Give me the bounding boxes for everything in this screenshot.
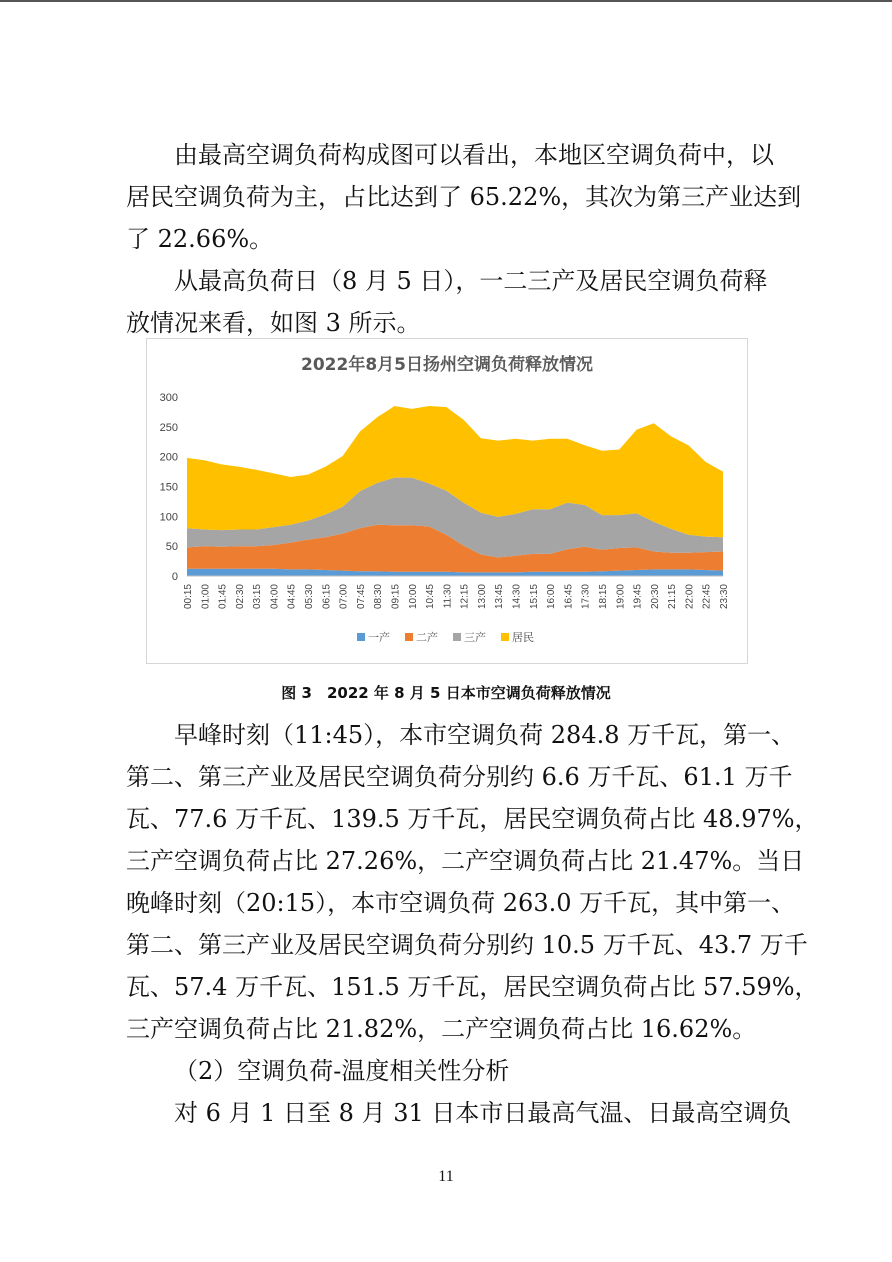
y-tick-label: 250 — [159, 421, 178, 434]
chart-svg — [147, 339, 747, 663]
y-tick-label: 0 — [171, 571, 178, 583]
paragraph-3-line-6: 第二、第三产业及居民空调负荷分别约 10.5 万千瓦、43.7 万千 — [126, 931, 808, 959]
x-tick-label: 15:15 — [528, 584, 540, 610]
paragraph-3-line-1: 早峰时刻（11:45），本市空调负荷 284.8 万千瓦，第一、 — [174, 721, 796, 749]
y-tick-label: 50 — [165, 541, 178, 554]
x-tick-label: 07:45 — [355, 584, 367, 610]
page-number: 11 — [438, 1168, 454, 1185]
x-tick-label: 01:45 — [217, 584, 229, 610]
legend-swatch-4 — [501, 633, 509, 641]
section-heading — [126, 1050, 772, 1092]
x-tick-label: 16:45 — [563, 584, 575, 610]
paragraph-2-line-1: 从最高负荷日（8 月 5 日），一二三产及居民空调负荷释 — [174, 267, 768, 295]
legend-swatch-2 — [405, 633, 413, 641]
legend-swatch-1 — [357, 633, 365, 641]
x-tick-label: 05:30 — [304, 584, 316, 610]
paragraph-3-line-8: 三产空调负荷占比 21.82%，二产空调负荷占比 16.62%。 — [126, 1015, 757, 1043]
paragraph-3-line-5: 晚峰时刻（20:15），本市空调负荷 263.0 万千瓦，其中第一、 — [126, 889, 796, 917]
x-tick-label: 08:30 — [373, 584, 385, 610]
y-tick-label: 150 — [159, 481, 178, 494]
load-release-chart — [146, 338, 748, 664]
paragraph-1-line-3: 了 22.66%。 — [126, 225, 274, 253]
y-tick-label: 200 — [159, 451, 178, 464]
paragraph-2-line-2: 放情况来看，如图 3 所示。 — [126, 309, 421, 337]
legend-swatch-3 — [453, 633, 461, 641]
x-tick-label: 13:00 — [476, 584, 488, 610]
x-tick-label: 11:30 — [442, 584, 454, 609]
paragraph-3-line-4: 三产空调负荷占比 27.26%，二产空调负荷占比 21.47%。当日 — [126, 847, 805, 875]
paragraph-3-line-3: 瓦、77.6 万千瓦、139.5 万千瓦，居民空调负荷占比 48.97%， — [126, 805, 819, 833]
paragraph-3-line-7: 瓦、57.4 万千瓦、151.5 万千瓦，居民空调负荷占比 57.59%， — [126, 973, 819, 1001]
x-tick-label: 22:45 — [701, 584, 713, 610]
x-tick-label: 19:00 — [615, 584, 627, 610]
y-tick-label: 300 — [159, 392, 178, 404]
x-tick-label: 14:30 — [511, 584, 523, 610]
x-tick-label: 10:45 — [425, 584, 437, 610]
paragraph-3 — [126, 714, 819, 1050]
figure-caption: 图 3 2022 年 8 月 5 日本市空调负荷释放情况 — [281, 684, 611, 702]
x-tick-label: 19:45 — [632, 584, 644, 610]
y-tick-label: 100 — [159, 511, 178, 524]
paragraph-5-line-1: 对 6 月 1 日至 8 月 31 日本市日最高气温、日最高空调负 — [174, 1099, 792, 1127]
x-tick-label: 02:30 — [234, 584, 246, 610]
x-tick-label: 17:30 — [580, 584, 592, 610]
x-tick-label: 00:15 — [183, 584, 194, 610]
x-tick-label: 04:00 — [269, 584, 281, 610]
legend-label-2: 二产 — [416, 632, 438, 644]
x-tick-label: 12:15 — [459, 584, 471, 610]
x-tick-label: 01:00 — [200, 584, 212, 610]
paragraph-2 — [126, 260, 772, 344]
x-tick-label: 22:00 — [684, 584, 696, 610]
paragraph-1 — [126, 134, 802, 260]
x-tick-label: 23:30 — [719, 584, 730, 610]
x-tick-label: 03:15 — [252, 584, 264, 610]
legend-label-1: 一产 — [368, 632, 390, 644]
paragraph-1-line-2: 居民空调负荷为主，占比达到了 65.22%，其次为第三产业达到 — [126, 183, 802, 211]
x-tick-label: 07:00 — [338, 584, 350, 610]
x-tick-label: 06:15 — [321, 584, 333, 610]
paragraph-1-line-1: 由最高空调负荷构成图可以看出，本地区空调负荷中，以 — [174, 141, 774, 169]
x-tick-label: 13:45 — [494, 584, 506, 610]
page-top-border — [0, 0, 892, 2]
x-tick-label: 21:15 — [667, 584, 679, 610]
chart-title: 2022年8月5日扬州空调负荷释放情况 — [301, 355, 593, 375]
legend-label-3: 三产 — [464, 632, 486, 644]
paragraph-5 — [126, 1092, 792, 1134]
x-tick-label: 16:00 — [546, 584, 558, 610]
section-heading-text: （2）空调负荷-温度相关性分析 — [174, 1057, 510, 1085]
x-tick-label: 04:45 — [286, 584, 298, 610]
x-tick-label: 20:30 — [649, 584, 661, 610]
legend-label-4: 居民 — [512, 632, 534, 644]
x-tick-label: 10:00 — [407, 584, 419, 610]
x-tick-label: 09:15 — [390, 584, 402, 610]
x-tick-label: 18:15 — [597, 584, 609, 610]
paragraph-3-line-2: 第二、第三产业及居民空调负荷分别约 6.6 万千瓦、61.1 万千 — [126, 763, 793, 791]
